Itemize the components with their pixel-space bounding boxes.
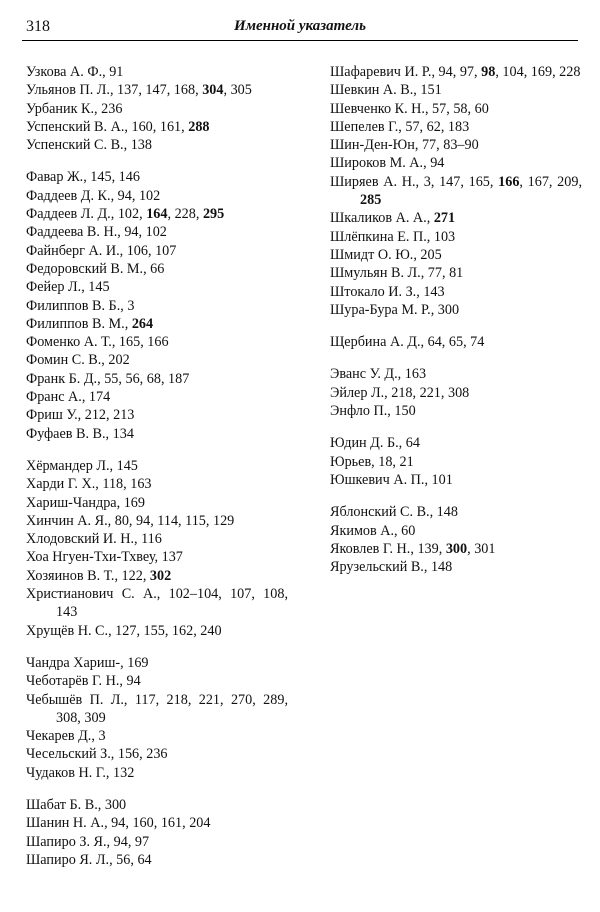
index-column-left xyxy=(26,63,288,869)
entry-text: Хлодовский И. Н., 116 xyxy=(26,531,162,548)
entry-text: Фомин С. В., 202 xyxy=(26,352,130,369)
index-entry xyxy=(330,434,582,452)
index-entry xyxy=(26,814,288,832)
group-separator xyxy=(26,443,288,457)
index-entry xyxy=(26,260,288,278)
index-column-right xyxy=(330,63,582,576)
index-entry xyxy=(26,278,288,296)
entry-text: Юшкевич А. П., 101 xyxy=(330,471,453,488)
entry-text: Шевкин А. В., 151 xyxy=(330,82,442,99)
index-entry xyxy=(330,118,582,136)
index-entry xyxy=(330,503,582,521)
index-entry xyxy=(26,118,288,136)
bold-page-ref: 300 xyxy=(445,540,468,557)
index-entry xyxy=(26,425,288,443)
entry-text: , 104, 169, 228 xyxy=(495,64,581,80)
bold-page-ref: 295 xyxy=(202,206,225,223)
entry-text: Шабат Б. В., 300 xyxy=(26,796,127,813)
entry-text: Хариш-Чандра, 169 xyxy=(26,494,145,511)
index-entry xyxy=(26,727,288,745)
entry-text: Фаддеев Д. К., 94, 102 xyxy=(26,187,161,204)
index-entry xyxy=(26,242,288,260)
index-entry xyxy=(26,512,288,530)
entry-text: Хрущёв Н. С., 127, 155, 162, 240 xyxy=(26,622,222,639)
index-entry xyxy=(330,264,582,282)
index-entry xyxy=(26,851,288,869)
entry-text: Урбаник К., 236 xyxy=(26,100,123,117)
index-entry xyxy=(330,540,582,558)
entry-text: Филиппов В. Б., 3 xyxy=(26,297,135,314)
index-entry xyxy=(26,388,288,406)
index-entry xyxy=(330,402,582,420)
index-entry xyxy=(330,209,582,227)
entry-text: Христианович С. А., 102–104, 107, 108, 143 xyxy=(26,586,288,621)
index-entry xyxy=(26,187,288,205)
entry-text: Шевченко К. Н., 57, 58, 60 xyxy=(330,100,489,117)
index-entry xyxy=(330,100,582,118)
index-entry xyxy=(26,567,288,585)
entry-text: Хинчин А. Я., 80, 94, 114, 115, 129 xyxy=(26,512,235,529)
entry-text: Штокало И. З., 143 xyxy=(330,283,445,300)
bold-page-ref: 98 xyxy=(481,64,496,80)
index-entry xyxy=(330,558,582,576)
entry-text: Федоровский В. М., 66 xyxy=(26,260,165,277)
running-title: Именной указатель xyxy=(234,18,366,34)
entry-text: Шин-Ден-Юн, 77, 83–90 xyxy=(330,137,479,154)
entry-text: Узкова А. Ф., 91 xyxy=(26,64,124,80)
index-entry xyxy=(330,522,582,540)
bold-page-ref: 264 xyxy=(131,315,154,332)
entry-text: Хозяинов В. Т., 122, xyxy=(26,567,150,584)
index-entry xyxy=(26,622,288,640)
entry-text: Чудаков Н. Г., 132 xyxy=(26,764,135,781)
index-entry xyxy=(26,406,288,424)
index-entry xyxy=(330,471,582,489)
entry-text: Шанин Н. А., 94, 160, 161, 204 xyxy=(26,815,211,832)
entry-text: Чекарев Д., 3 xyxy=(26,728,106,745)
group-separator xyxy=(26,640,288,654)
entry-text: Чебышёв П. Л., 117, 218, 221, 270, 289, 308, 309 xyxy=(26,691,288,726)
group-separator xyxy=(330,351,582,365)
entry-text: Филиппов В. М., xyxy=(26,315,132,332)
index-entry xyxy=(26,100,288,118)
index-entry xyxy=(26,672,288,690)
entry-text: Шлёпкина Е. П., 103 xyxy=(330,228,456,245)
index-entry xyxy=(26,205,288,223)
index-entry xyxy=(26,833,288,851)
entry-text: Фаддеева В. Н., 94, 102 xyxy=(26,224,167,241)
entry-text: Яблонский С. В., 148 xyxy=(330,504,458,521)
bold-page-ref: 304 xyxy=(202,82,224,99)
group-separator xyxy=(330,489,582,503)
entry-text: , 167, 209, xyxy=(519,173,582,190)
index-entry xyxy=(26,168,288,186)
entry-text: Шепелев Г., 57, 62, 183 xyxy=(330,118,470,135)
entry-text: Фавар Ж., 145, 146 xyxy=(26,169,140,186)
entry-text: Ширяев А. Н., 3, 147, 165, xyxy=(330,173,499,190)
entry-text: , 301 xyxy=(467,540,496,557)
entry-text: Яковлев Г. Н., 139, xyxy=(330,540,446,557)
index-entry xyxy=(330,173,582,210)
entry-text: Якимов А., 60 xyxy=(330,522,416,539)
index-entry xyxy=(330,333,582,351)
entry-text: Фоменко А. Т., 165, 166 xyxy=(26,334,169,351)
entry-text: Фейер Л., 145 xyxy=(26,279,110,296)
index-entry xyxy=(330,301,582,319)
entry-text: Энфло П., 150 xyxy=(330,403,416,420)
index-entry xyxy=(26,136,288,154)
index-entry xyxy=(26,351,288,369)
entry-text: Фриш У., 212, 213 xyxy=(26,407,135,424)
index-entry xyxy=(26,297,288,315)
entry-text: Фуфаев В. В., 134 xyxy=(26,425,134,442)
group-separator xyxy=(26,782,288,796)
index-entry xyxy=(26,691,288,728)
index-entry xyxy=(26,494,288,512)
index-entry xyxy=(26,63,288,81)
entry-text: Ульянов П. Л., 137, 147, 168, xyxy=(26,82,203,99)
entry-text: , 228, xyxy=(167,206,203,223)
index-entry xyxy=(330,246,582,264)
entry-text: Франс А., 174 xyxy=(26,389,111,406)
entry-text: Эйлер Л., 218, 221, 308 xyxy=(330,384,470,401)
entry-text: Юдин Д. Б., 64 xyxy=(330,435,420,452)
bold-page-ref: 302 xyxy=(149,567,172,584)
entry-text: Шапиро Я. Л., 56, 64 xyxy=(26,851,152,868)
index-entry xyxy=(26,745,288,763)
entry-text: Хёрмандер Л., 145 xyxy=(26,457,138,474)
entry-text: Файнберг А. И., 106, 107 xyxy=(26,242,177,259)
entry-text: Щербина А. Д., 64, 65, 74 xyxy=(330,334,485,351)
bold-page-ref: 164 xyxy=(146,206,168,223)
index-entry xyxy=(26,333,288,351)
entry-text: Хоа Нгуен-Тхи-Тхвеу, 137 xyxy=(26,549,183,566)
index-entry xyxy=(26,764,288,782)
entry-text: Успенский С. В., 138 xyxy=(26,137,152,154)
entry-text: Эванс У. Д., 163 xyxy=(330,366,427,383)
index-entry xyxy=(330,365,582,383)
entry-text: Шапиро З. Я., 94, 97 xyxy=(26,833,150,850)
index-entry xyxy=(330,228,582,246)
bold-page-ref: 166 xyxy=(498,173,520,190)
bold-page-ref: 285 xyxy=(360,192,382,209)
index-entry xyxy=(26,475,288,493)
index-entry xyxy=(26,585,288,622)
entry-text: Франк Б. Д., 55, 56, 68, 187 xyxy=(26,370,190,387)
entry-text: Юрьев, 18, 21 xyxy=(330,453,414,470)
header-rule xyxy=(22,40,578,41)
entry-text: Шмульян В. Л., 77, 81 xyxy=(330,265,464,282)
entry-text: Ярузельский В., 148 xyxy=(330,559,453,576)
index-entry xyxy=(26,370,288,388)
page-number: 318 xyxy=(26,18,50,35)
index-entry xyxy=(26,315,288,333)
entry-text: Фаддеев Л. Д., 102, xyxy=(26,206,147,223)
bold-page-ref: 288 xyxy=(188,118,210,135)
index-entry xyxy=(330,283,582,301)
entry-text: Шафаревич И. Р., 94, 97, xyxy=(330,64,482,80)
entry-text: Чеботарёв Г. Н., 94 xyxy=(26,673,141,690)
entry-text: Успенский В. А., 160, 161, xyxy=(26,118,189,135)
index-entry xyxy=(330,136,582,154)
index-entry xyxy=(330,154,582,172)
index-entry xyxy=(330,384,582,402)
index-entry xyxy=(330,63,582,81)
group-separator xyxy=(330,319,582,333)
index-entry xyxy=(26,796,288,814)
index-entry xyxy=(26,548,288,566)
entry-text: Шкаликов А. А., xyxy=(330,210,434,227)
entry-text: Харди Г. Х., 118, 163 xyxy=(26,476,152,493)
bold-page-ref: 271 xyxy=(433,210,456,227)
index-entry xyxy=(26,530,288,548)
index-entry xyxy=(26,654,288,672)
entry-text: Широков М. А., 94 xyxy=(330,155,445,172)
index-entry xyxy=(26,81,288,99)
index-entry xyxy=(26,457,288,475)
index-entry xyxy=(26,223,288,241)
entry-text: Шура-Бура М. Р., 300 xyxy=(330,301,460,318)
index-entry xyxy=(330,81,582,99)
group-separator xyxy=(330,420,582,434)
index-entry xyxy=(330,453,582,471)
entry-text: Чесельский З., 156, 236 xyxy=(26,746,168,763)
group-separator xyxy=(26,154,288,168)
entry-text: Шмидт О. Ю., 205 xyxy=(330,246,442,263)
entry-text: Чандра Хариш-, 169 xyxy=(26,654,149,671)
entry-text: , 305 xyxy=(223,82,252,99)
